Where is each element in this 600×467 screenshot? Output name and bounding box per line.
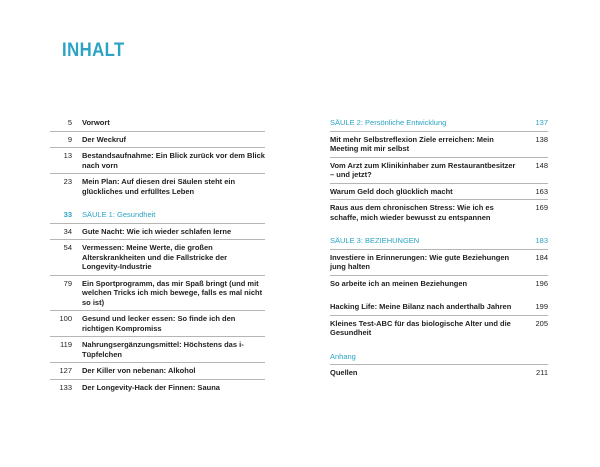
divider (50, 275, 265, 276)
toc-entry-title: Kleines Test-ABC für das biologische Alter und die Gesundheit (330, 318, 511, 337)
toc-page-number: 137 (535, 118, 548, 127)
toc-page-number: 33 (63, 210, 72, 219)
toc-entry[interactable] (330, 302, 548, 316)
toc-entry-title: Raus aus dem chronischen Stress: Wie ich es schaffe, mich wieder bewusst zu entspannen (330, 203, 494, 222)
toc-section-title: SÄULE 2: Persönliche Entwicklung (330, 118, 447, 127)
toc-page-number: 211 (536, 368, 548, 377)
toc-page-number: 199 (535, 302, 548, 311)
divider (50, 379, 265, 380)
toc-page-number: 169 (535, 203, 548, 212)
toc-page-number: 34 (63, 226, 72, 236)
toc-entry[interactable] (330, 253, 548, 276)
divider (50, 173, 265, 174)
toc-entry[interactable] (50, 135, 265, 149)
divider (50, 362, 265, 363)
toc-entry-title: Vermessen: Meine Werte, die großen Alterskrankheiten und die Fallstricke der Longevity-Industrie (82, 243, 228, 271)
toc-entry-title: Mit mehr Selbstreflexion Ziele erreichen: Mein Meeting mit mir selbst (330, 134, 494, 153)
toc-entry[interactable] (50, 366, 265, 380)
toc-section-appendix[interactable] (330, 352, 548, 366)
toc-entry-title: Gute Nacht: Wie ich wieder schlafen lerne (82, 226, 232, 236)
toc-page-number: 183 (535, 236, 548, 245)
toc-entry[interactable] (330, 319, 548, 338)
toc-page-number: 138 (535, 134, 548, 144)
toc-entry[interactable] (50, 243, 265, 276)
toc-section-health[interactable] (50, 210, 265, 224)
toc-entry[interactable] (330, 161, 548, 184)
toc-page-number: 205 (535, 318, 548, 328)
page-title: INHALT (62, 40, 125, 61)
divider (330, 249, 548, 250)
toc-entry-title: Gesund und lecker essen: So finde ich den richtigen Kompromiss (82, 314, 236, 333)
toc-section-title: SÄULE 3: BEZIEHUNGEN (330, 236, 420, 245)
toc-entry[interactable] (50, 177, 265, 196)
toc-entry-title: Vom Arzt zum Klinikinhaber zum Restaurantbesitzer – und jetzt? (330, 160, 516, 179)
toc-page-number: 127 (59, 366, 72, 375)
toc-entry[interactable] (50, 383, 265, 393)
toc-left-column (50, 118, 265, 392)
toc-section-relationships[interactable] (330, 236, 548, 250)
toc-page-number: 23 (63, 177, 72, 186)
divider (330, 364, 548, 365)
toc-entry-title: Hacking Life: Meine Bilanz nach anderthalb Jahren (330, 302, 512, 311)
divider (50, 147, 265, 148)
toc-entry[interactable] (330, 187, 548, 201)
toc-entry[interactable] (50, 340, 265, 363)
divider (50, 310, 265, 311)
toc-page-number: 133 (59, 382, 72, 392)
toc-entry-title: Warum Geld doch glücklich macht (330, 186, 453, 196)
toc-entry[interactable] (50, 118, 265, 132)
divider (330, 131, 548, 132)
toc-page-number: 196 (535, 278, 548, 288)
toc-entry[interactable] (50, 227, 265, 241)
toc-entry-title: Investiere in Erinnerungen: Wie gute Beziehungen jung halten (330, 252, 510, 271)
toc-page-number: 54 (63, 243, 72, 252)
toc-entry-title: Quellen (330, 368, 358, 377)
toc-page-number: 184 (535, 252, 548, 262)
toc-right-column (330, 118, 548, 378)
toc-entry-title: Der Longevity-Hack der Finnen: Sauna (82, 382, 220, 392)
toc-entry[interactable] (50, 279, 265, 312)
toc-section-title: SÄULE 1: Gesundheit (82, 210, 156, 219)
toc-page-number: 79 (63, 278, 72, 288)
toc-entry-title: Vorwort (82, 118, 110, 127)
divider (50, 131, 265, 132)
toc-page-number: 148 (535, 160, 548, 170)
toc-entry-title: Der Killer von nebenan: Alkohol (82, 366, 196, 375)
toc-section-personal-development[interactable] (330, 118, 548, 132)
divider (50, 336, 265, 337)
divider (330, 157, 548, 158)
toc-page-number: 100 (59, 314, 72, 323)
toc-entry-title: Ein Sportprogramm, das mir Spaß bringt (und mit welchen Tricks ich mich bewege, falls es mal nicht so ist) (82, 278, 263, 307)
toc-entry-title: Mein Plan: Auf diesen drei Säulen steht ein glückliches und erfülltes Leben (82, 177, 236, 196)
toc-entry-title: Der Weckruf (82, 134, 127, 144)
toc-entry[interactable] (330, 279, 548, 289)
divider (330, 275, 548, 276)
toc-page-number: 9 (67, 134, 72, 144)
toc-section-title: Anhang (330, 351, 356, 361)
divider (50, 223, 265, 224)
toc-entry[interactable] (50, 314, 265, 337)
toc-entry-title: Nahrungsergänzungsmittel: Höchstens das i-Tüpfelchen (82, 340, 244, 359)
toc-page-number: 5 (67, 118, 72, 127)
toc-entry[interactable] (330, 203, 548, 222)
divider (330, 183, 548, 184)
toc-entry-title: Bestandsaufnahme: Ein Blick zurück vor dem Blick nach vorn (82, 151, 265, 170)
divider (330, 315, 548, 316)
divider (50, 239, 265, 240)
divider (330, 199, 548, 200)
toc-page-number: 119 (60, 340, 72, 349)
toc-page-number: 163 (535, 186, 548, 196)
toc-entry[interactable] (330, 368, 548, 378)
toc-entry[interactable] (330, 135, 548, 158)
toc-entry-title: So arbeite ich an meinen Beziehungen (330, 278, 468, 288)
toc-page-number: 13 (63, 151, 72, 160)
toc-entry[interactable] (50, 151, 265, 174)
